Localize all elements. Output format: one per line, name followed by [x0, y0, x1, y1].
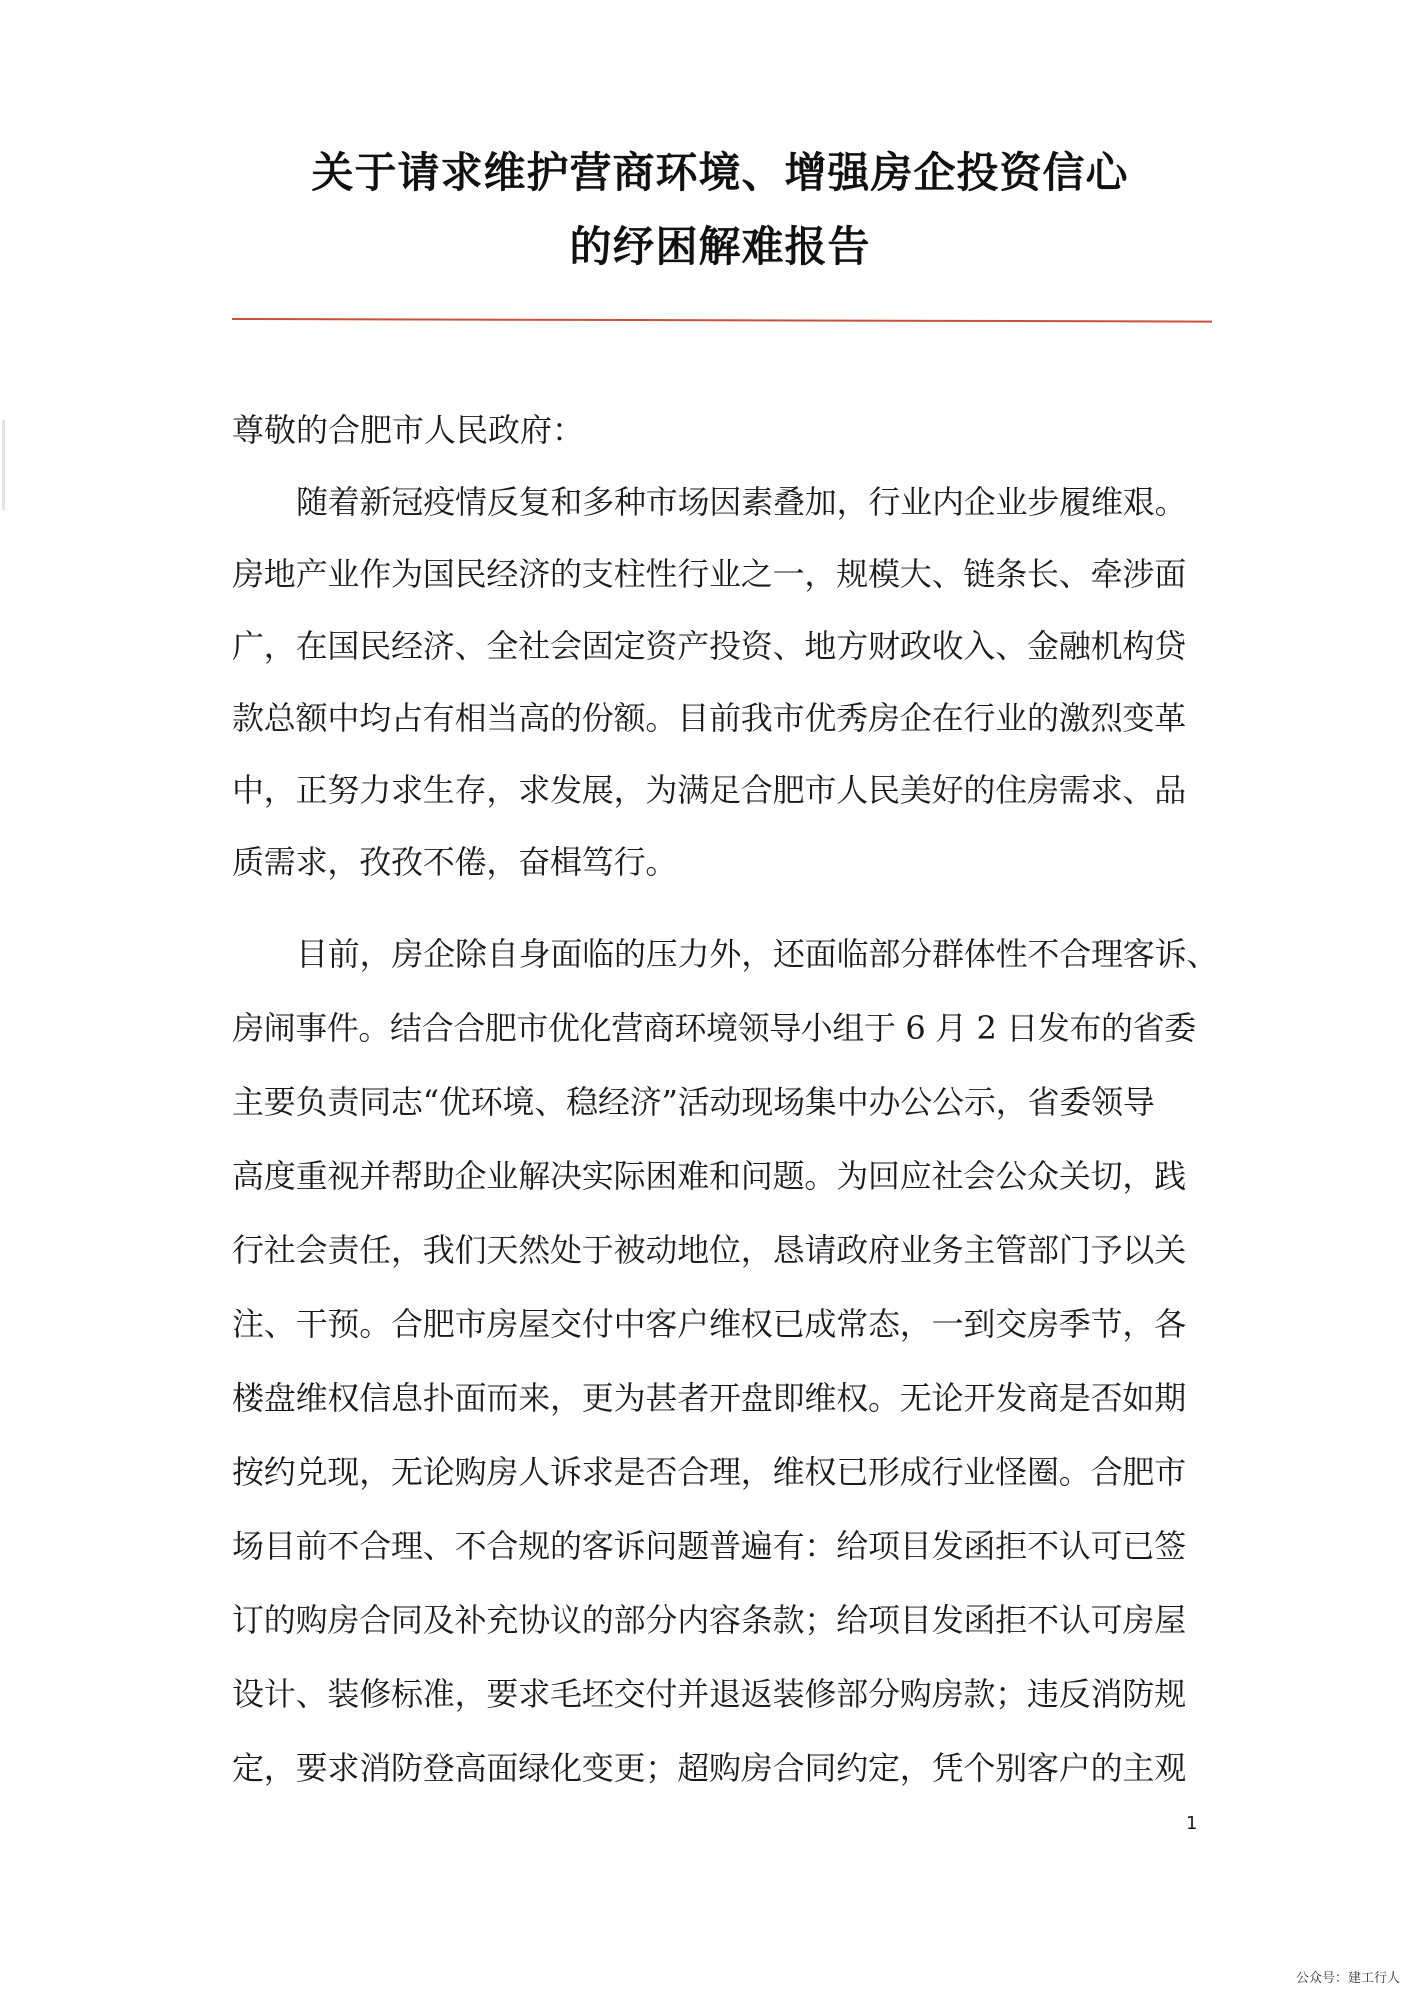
- salutation: 尊敬的合肥市人民政府：: [232, 411, 585, 449]
- paragraph-line: 款总额中均占有相当高的份额。目前我市优秀房企在行业的激烈变革: [232, 699, 1187, 737]
- paragraph-line: 随着新冠疫情反复和多种市场因素叠加，行业内企业步履维艰。: [296, 483, 1187, 521]
- watermark-text: 公众号：建工行人: [1295, 1971, 1400, 1986]
- paragraph-line: 场目前不合理、不合规的客诉问题普遍有：给项目发函拒不认可已签: [232, 1527, 1187, 1565]
- scan-edge-mark: [2, 420, 5, 510]
- paragraph-line: 目前，房企除自身面临的压力外，还面临部分群体性不合理客诉、: [296, 935, 1219, 973]
- paragraph-line: 设计、装修标准，要求毛坯交付并退返装修部分购房款；违反消防规: [232, 1675, 1187, 1713]
- title-red-divider: [232, 318, 1212, 323]
- page-number: 1: [1186, 1813, 1198, 1834]
- paragraph-line: 订的购房合同及补充协议的部分内容条款；给项目发函拒不认可房屋: [232, 1601, 1187, 1639]
- paragraph-line: 高度重视并帮助企业解决实际困难和问题。为回应社会公众关切，践: [232, 1157, 1187, 1195]
- paragraph-line: 定，要求消防登高面绿化变更；超购房合同约定，凭个别客户的主观: [232, 1749, 1187, 1787]
- paragraph-line: 广，在国民经济、全社会固定资产投资、地方财政收入、金融机构贷: [232, 627, 1187, 665]
- paragraph-line: 中，正努力求生存，求发展，为满足合肥市人民美好的住房需求、品: [232, 771, 1187, 809]
- paragraph-line: 房地产业作为国民经济的支柱性行业之一，规模大、链条长、牵涉面: [232, 555, 1187, 593]
- paragraph-line: 楼盘维权信息扑面而来，更为甚者开盘即维权。无论开发商是否如期: [232, 1379, 1187, 1417]
- paragraph-line: 质需求，孜孜不倦，奋楫笃行。: [232, 843, 678, 881]
- report-title-line-2: 的纾困解难报告: [569, 222, 871, 271]
- paragraph-line: 主要负责同志“优环境、稳经济”活动现场集中办公公示，省委领导: [232, 1083, 1155, 1121]
- paragraph-line: 房闹事件。结合合肥市优化营商环境领导小组于 6 月 2 日发布的省委: [232, 1009, 1196, 1047]
- paragraph-line: 按约兑现，无论购房人诉求是否合理，维权已形成行业怪圈。合肥市: [232, 1453, 1187, 1491]
- paragraph-line: 行社会责任，我们天然处于被动地位，恳请政府业务主管部门予以关: [232, 1231, 1187, 1269]
- report-title-line-1: 关于请求维护营商环境、增强房企投资信心: [311, 148, 1129, 197]
- paragraph-line: 注、干预。合肥市房屋交付中客户维权已成常态，一到交房季节，各: [232, 1305, 1187, 1343]
